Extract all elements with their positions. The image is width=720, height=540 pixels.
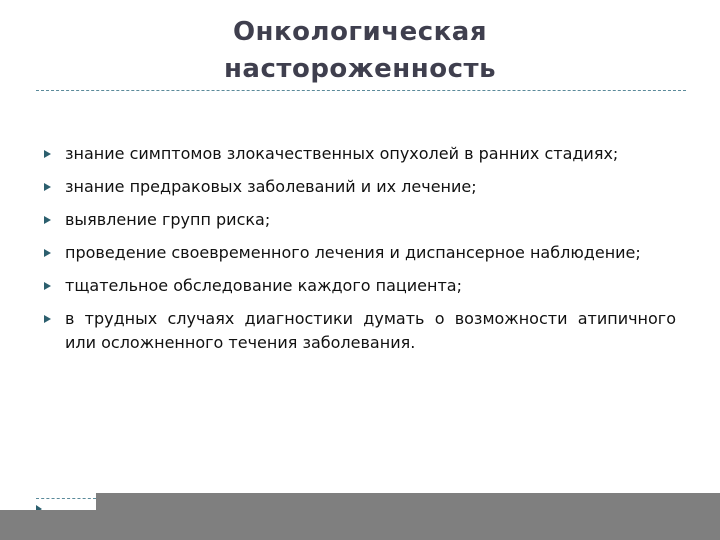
footer-divider (36, 498, 96, 499)
list-item-text: выявление групп риска; (65, 210, 271, 229)
list-item-text: тщательное обследование каждого пациента; (65, 276, 462, 295)
footer-bar (96, 493, 720, 540)
list-item (36, 175, 676, 199)
list-item (36, 241, 676, 265)
triangle-bullet-icon (44, 150, 51, 158)
triangle-bullet-icon (44, 315, 51, 323)
footer-block-left (0, 510, 96, 540)
list-item (36, 142, 676, 166)
list-item-text: знание симптомов злокачественных опухолей в ранних стадиях; (65, 144, 619, 163)
title-divider (36, 90, 686, 91)
list-item-text: в трудных случаях диагностики думать о возможности атипичного или осложненного течения заболевания. (65, 309, 676, 352)
triangle-bullet-icon (44, 282, 51, 290)
title-line-2: настороженность (223, 54, 497, 84)
title-line-1: Онкологическая (232, 17, 488, 47)
list-item (36, 208, 676, 232)
list-item-text: проведение своевременного лечения и диспансерное наблюдение; (65, 243, 641, 262)
list-item (36, 274, 676, 298)
triangle-bullet-icon (44, 249, 51, 257)
list-item-text: знание предраковых заболеваний и их лечение; (65, 177, 477, 196)
triangle-bullet-icon (44, 216, 51, 224)
bullet-list (36, 142, 676, 364)
list-item (36, 307, 676, 355)
triangle-bullet-icon (44, 183, 51, 191)
slide-title (0, 14, 720, 88)
